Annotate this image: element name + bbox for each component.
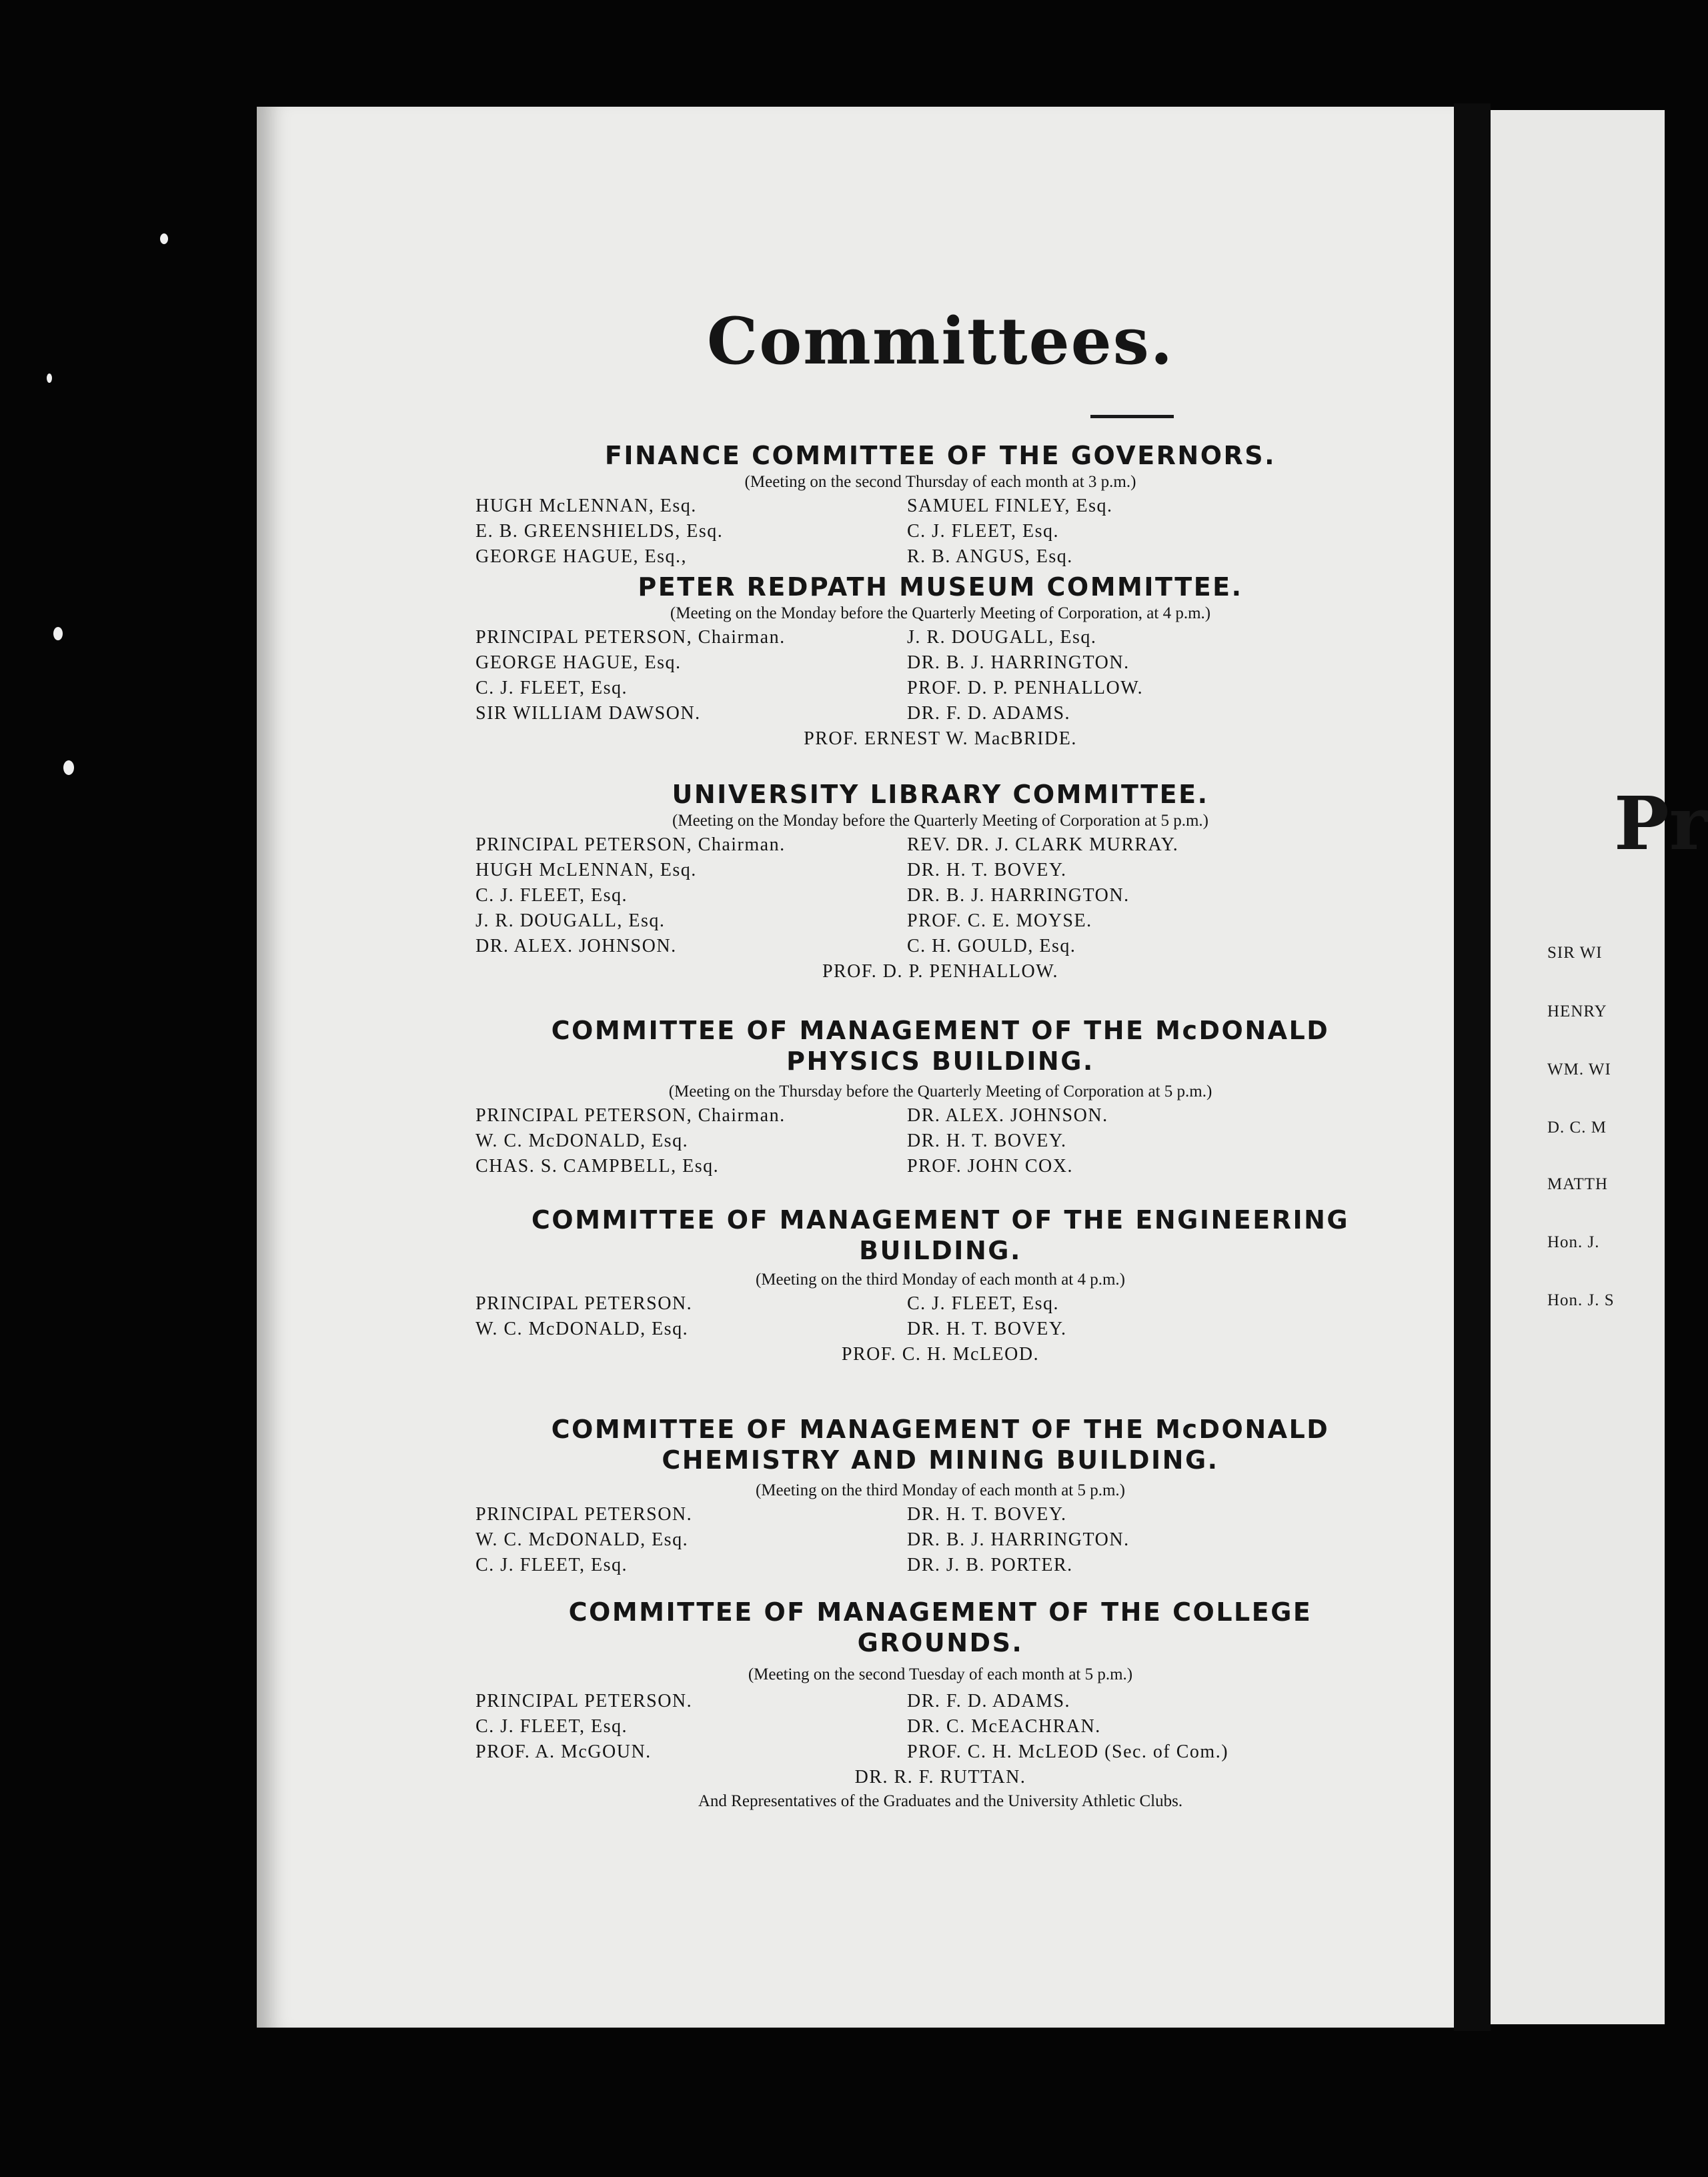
meeting-note: (Meeting on the Monday before the Quarterly Meeting of Corporation, at 4 p.m.) (670, 604, 1211, 622)
next-page-text: HENRY (1547, 1002, 1607, 1020)
member-name: DR. F. D. ADAMS. (907, 1691, 1071, 1711)
member-name: C. H. GOULD, Esq. (907, 936, 1076, 956)
next-page-text: SIR WI (1547, 944, 1603, 962)
left-column (476, 1291, 692, 1342)
member-name: SAMUEL FINLEY, Esq. (907, 496, 1113, 516)
member-name: C. J. FLEET, Esq. (476, 885, 628, 906)
dust-speck (47, 374, 52, 383)
member-name: J. R. DOUGALL, Esq. (907, 627, 1097, 648)
member-name: W. C. McDONALD, Esq. (476, 1529, 689, 1550)
member-name: R. B. ANGUS, Esq. (907, 546, 1073, 567)
meeting-note: (Meeting on the second Tuesday of each month at 5 p.m.) (748, 1665, 1133, 1683)
right-column (907, 625, 1143, 726)
committee-section (470, 1597, 1411, 1813)
member-columns (470, 1502, 1411, 1578)
member-name: DR. ALEX. JOHNSON. (476, 936, 677, 956)
member-name: GEORGE HAGUE, Esq. (476, 652, 682, 673)
right-column (907, 1689, 1228, 1765)
member-name: C. J. FLEET, Esq. (476, 678, 628, 698)
member-name-centered: DR. R. F. RUTTAN. (854, 1767, 1026, 1787)
committee-heading: COMMITTEE OF MANAGEMENT OF THE ENGINEERING (531, 1205, 1350, 1235)
member-name: PROF. C. H. McLEOD (Sec. of Com.) (907, 1741, 1229, 1762)
member-name: DR. B. J. HARRINGTON. (907, 652, 1130, 673)
member-name: PROF. C. E. MOYSE. (907, 910, 1092, 931)
meeting-note: (Meeting on the second Thursday of each month at 3 p.m.) (744, 473, 1136, 491)
member-name: E. B. GREENSHIELDS, Esq. (476, 521, 724, 542)
next-page-text: D. C. M (1547, 1119, 1607, 1137)
left-column (476, 494, 723, 570)
member-name: W. C. McDONALD, Esq. (476, 1131, 689, 1151)
member-columns (470, 625, 1411, 726)
meeting-note: (Meeting on the Monday before the Quarterly Meeting of Corporation at 5 p.m.) (672, 812, 1208, 830)
member-columns (470, 1291, 1411, 1342)
dust-speck (160, 233, 168, 244)
committee-heading-line2: BUILDING. (859, 1236, 1022, 1265)
member-name: J. R. DOUGALL, Esq. (476, 910, 666, 931)
member-name: DR. F. D. ADAMS. (907, 703, 1071, 724)
member-name: C. J. FLEET, Esq. (907, 521, 1059, 542)
member-name: HUGH McLENNAN, Esq. (476, 496, 697, 516)
right-column (907, 832, 1178, 959)
committee-section (470, 779, 1411, 984)
next-page-heading-fragment: Pr (1614, 780, 1708, 866)
member-name: PROF. D. P. PENHALLOW. (907, 678, 1144, 698)
left-column (476, 832, 786, 959)
member-name: C. J. FLEET, Esq. (907, 1293, 1059, 1314)
member-name: PRINCIPAL PETERSON, Chairman. (476, 627, 786, 648)
right-column (907, 1502, 1130, 1578)
member-name-centered: PROF. C. H. McLEOD. (841, 1344, 1040, 1365)
member-name: DR. B. J. HARRINGTON. (907, 885, 1130, 906)
member-name-centered: PROF. ERNEST W. MacBRIDE. (804, 728, 1077, 749)
committee-heading: COMMITTEE OF MANAGEMENT OF THE McDONALD (551, 1415, 1330, 1444)
left-column (476, 1689, 692, 1765)
member-columns (470, 1689, 1411, 1765)
next-page-text: Hon. J. S (1547, 1291, 1615, 1309)
member-name: DR. H. T. BOVEY. (907, 1504, 1067, 1525)
member-name: W. C. McDONALD, Esq. (476, 1319, 689, 1339)
committee-section (470, 440, 1411, 570)
member-name: PRINCIPAL PETERSON. (476, 1293, 693, 1314)
member-name: C. J. FLEET, Esq. (476, 1555, 628, 1575)
member-name: HUGH McLENNAN, Esq. (476, 860, 697, 880)
member-name: PROF. JOHN COX. (907, 1156, 1073, 1177)
member-name: DR. H. T. BOVEY. (907, 1319, 1067, 1339)
left-column (476, 625, 786, 726)
committee-section (470, 572, 1411, 752)
member-name: DR. H. T. BOVEY. (907, 860, 1067, 880)
member-name: PRINCIPAL PETERSON, Chairman. (476, 1105, 786, 1126)
member-name: CHAS. S. CAMPBELL, Esq. (476, 1156, 720, 1177)
meeting-note: (Meeting on the third Monday of each month at 4 p.m.) (755, 1271, 1126, 1289)
member-name: DR. C. McEACHRAN. (907, 1716, 1101, 1737)
member-columns (470, 832, 1411, 959)
book-spine (1454, 103, 1491, 2031)
next-page-text: Hon. J. (1547, 1233, 1600, 1251)
right-column (907, 494, 1113, 570)
member-name: GEORGE HAGUE, Esq., (476, 546, 688, 567)
member-columns (470, 1103, 1411, 1179)
member-name: PRINCIPAL PETERSON. (476, 1504, 693, 1525)
member-name: DR. H. T. BOVEY. (907, 1131, 1067, 1151)
member-name-centered: PROF. D. P. PENHALLOW. (822, 961, 1059, 982)
next-page-fragment (1491, 110, 1708, 2024)
committee-section (470, 1015, 1411, 1179)
meeting-note: (Meeting on the third Monday of each month at 5 p.m.) (755, 1481, 1126, 1499)
right-column (907, 1291, 1066, 1342)
committee-heading: PETER REDPATH MUSEUM COMMITTEE. (638, 572, 1243, 602)
member-name: PRINCIPAL PETERSON, Chairman. (476, 834, 786, 855)
next-page-text: MATTH (1547, 1175, 1609, 1193)
committee-section (470, 1414, 1411, 1578)
page-title: Committees. (706, 303, 1174, 379)
member-name: REV. DR. J. CLARK MURRAY. (907, 834, 1179, 855)
member-name: PRINCIPAL PETERSON. (476, 1691, 693, 1711)
dust-speck (53, 627, 63, 640)
member-name: C. J. FLEET, Esq. (476, 1716, 628, 1737)
left-page (257, 107, 1467, 2028)
right-column (907, 1103, 1108, 1179)
committee-heading: FINANCE COMMITTEE OF THE GOVERNORS. (604, 441, 1276, 470)
committee-heading: COMMITTEE OF MANAGEMENT OF THE COLLEGE (568, 1597, 1313, 1627)
dust-speck (63, 760, 74, 775)
left-column (476, 1103, 786, 1179)
left-column (476, 1502, 692, 1578)
committee-heading-line2: GROUNDS. (857, 1628, 1024, 1657)
member-name: PROF. A. McGOUN. (476, 1741, 652, 1762)
member-name: DR. ALEX. JOHNSON. (907, 1105, 1108, 1126)
committee-section (470, 1205, 1411, 1367)
member-columns (470, 494, 1411, 570)
next-page-text: WM. WI (1547, 1060, 1611, 1078)
committee-heading-line2: CHEMISTRY AND MINING BUILDING. (662, 1445, 1219, 1475)
footer-note: And Representatives of the Graduates and the University Athletic Clubs. (698, 1792, 1183, 1810)
committee-heading: UNIVERSITY LIBRARY COMMITTEE. (672, 780, 1209, 809)
meeting-note: (Meeting on the Thursday before the Quarterly Meeting of Corporation at 5 p.m.) (668, 1082, 1212, 1101)
member-name: DR. J. B. PORTER. (907, 1555, 1073, 1575)
member-name: SIR WILLIAM DAWSON. (476, 703, 701, 724)
member-name: DR. B. J. HARRINGTON. (907, 1529, 1130, 1550)
committee-heading: COMMITTEE OF MANAGEMENT OF THE McDONALD (551, 1016, 1330, 1045)
title-rule (1090, 415, 1174, 418)
committee-heading-line2: PHYSICS BUILDING. (786, 1046, 1094, 1076)
